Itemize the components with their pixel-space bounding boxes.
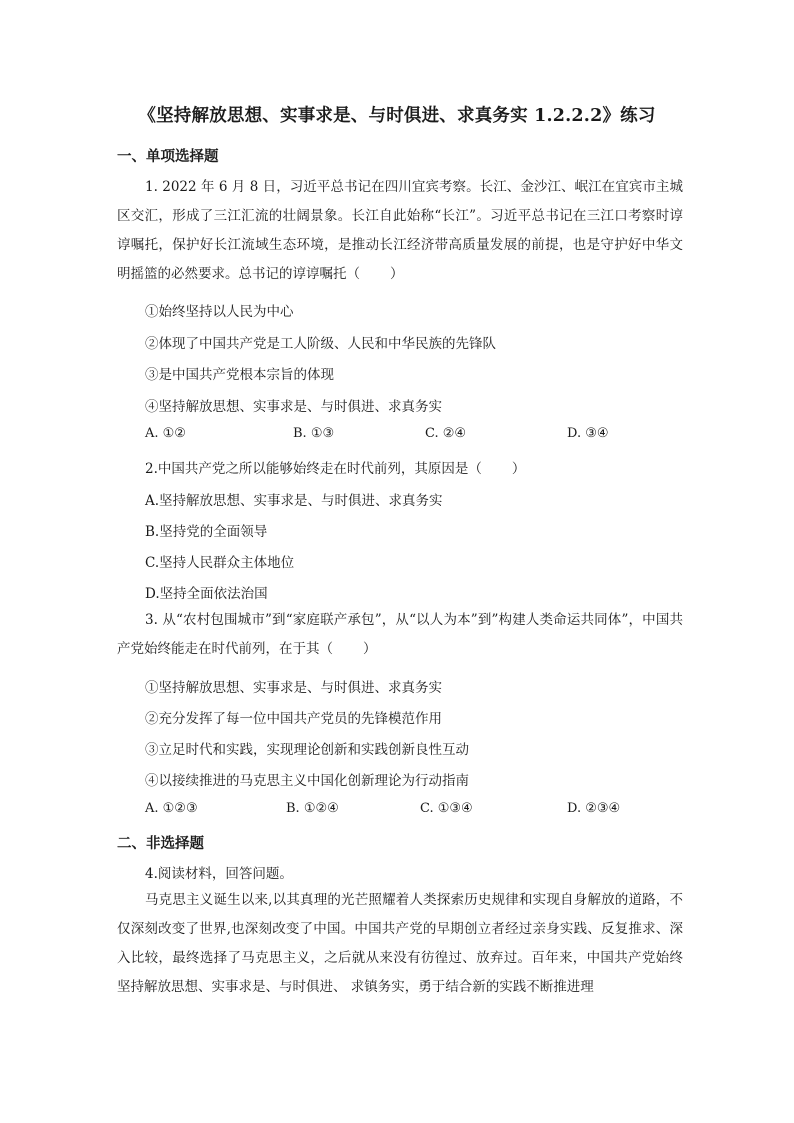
question-3-item-3: ③立足时代和实践，实现理论创新和实践创新良性互动 [145,742,469,758]
question-1-option-c: C. ②④ [425,426,467,441]
question-4-material: 马克思主义诞生以来,以其真理的光芒照耀着人类探索历史规律和实现自身解放的道路，不仅深刻改变了世界,也深刻改变了中国。中国共产党的早期创立者经过亲身实践、反复推求、深入比较，最终选择了马克思主义，之后就从来没有彷徨过、放弃过。百年来，中国共产党始终坚持解放思想、实事求是、与时俱进、 求镇务实，勇于结合新的实践不断推进理 [117,892,683,995]
question-1-item-3: ③是中国共产党根本宗旨的体现 [145,367,334,383]
question-2-option-b: B.坚持党的全面领导 [145,524,268,540]
question-3-stem [117,606,683,664]
question-1-option-b: B. ①③ [293,426,335,441]
question-3-stem-end: ） [363,641,377,657]
question-3-item-4: ④以接续推进的马克思主义中国化创新理论为行动指南 [145,773,469,789]
question-3-option-d: D. ②③④ [567,801,621,816]
question-2-stem-end: ） [511,461,526,477]
question-1-stem [117,173,683,289]
question-1-item-2: ②体现了中国共产党是工人阶级、人民和中华民族的先锋队 [145,336,496,352]
question-1-stem-text: 1. 2022 年 6 月 8 日，习近平总书记在四川宜宾考察。长江、金沙江、岷江在宜宾市主城区交汇，形成了三江汇流的壮阔景象。长江自此始称“长江”。习近平总书记在三江口考察时谆谆嘱托，保护好长江流域生态环境，是推动长江经济带高质量发展的前提，也是守护好中华文明摇篮的必然要求。总书记的谆谆嘱托（ [117,179,683,282]
question-3-option-a: A. ①②③ [145,801,198,816]
question-1-stem-end: ） [390,266,404,282]
document-title: 《坚持解放思想、实事求是、与时俱进、求真务实 1.2.2.2》练习 [138,106,656,126]
question-3-item-2: ②充分发挥了每一位中国共产党员的先锋模范作用 [145,711,442,727]
question-3-item-1: ①坚持解放思想、实事求是、与时俱进、求真务实 [145,680,442,696]
section-heading-non-choice: 二、非选择题 [117,835,204,852]
question-1-option-a: A. ①② [145,426,186,441]
section-heading-single-choice: 一、单项选择题 [117,148,219,165]
question-1-item-4: ④坚持解放思想、实事求是、与时俱进、求真务实 [145,399,442,415]
question-2-stem [145,457,525,477]
question-4-stem: 4.阅读材料，回答问题。 [145,866,293,882]
question-2-stem-text: 2.中国共产党之所以能够始终走在时代前列，其原因是（ [145,461,482,477]
question-1-item-1: ①始终坚持以人民为中心 [145,304,294,320]
question-2-option-a: A.坚持解放思想、实事求是、与时俱进、求真务实 [145,493,443,509]
question-3-option-b: B. ①②④ [286,801,339,816]
question-3-stem-text: 3. 从“农村包围城市”到“家庭联产承包”，从“以人为本”到”构建人类命运共同体”，中国共产党始终能走在时代前列，在于其（ [117,612,683,657]
question-2-option-d: D.坚持全面依法治国 [145,586,268,602]
question-2-option-c: C.坚持人民群众主体地位 [145,555,295,571]
question-3-option-c: C. ①③④ [420,801,473,816]
question-1-option-d: D. ③④ [567,426,609,441]
